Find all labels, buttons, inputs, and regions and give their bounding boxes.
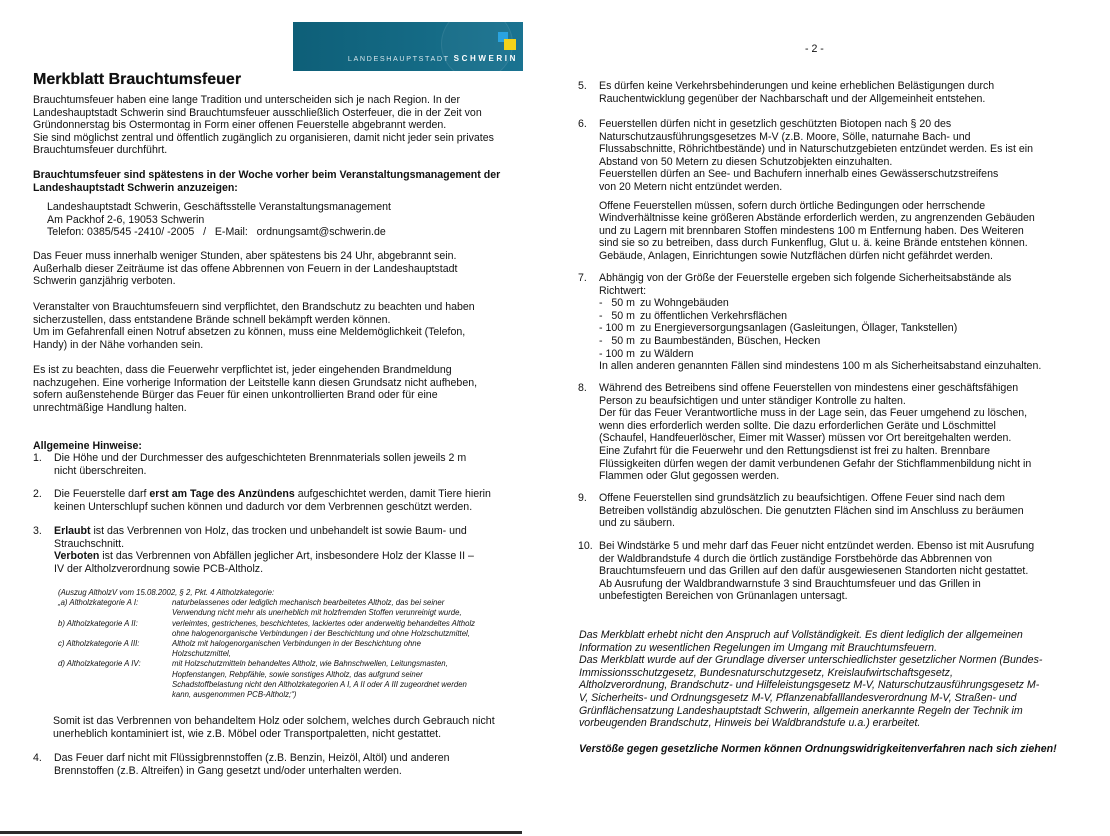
fire-protection-paragraph xyxy=(33,301,523,351)
distance-value: - 100 m xyxy=(599,322,635,335)
distance-value: - 50 m xyxy=(599,309,635,322)
category-label: c) Altholzkategorie A III: xyxy=(58,639,140,649)
text-line: keinen Unterschlupf suchen können und dadurch vor dem Verbrennen geschützt werden. xyxy=(54,500,473,513)
text-line: Verwendung nicht mehr als unerheblich mit holzfremden Stoffen verunreinigt wurde, xyxy=(172,608,462,618)
text-line: von 20 Metern nicht entzündet werden. xyxy=(599,180,783,193)
text-line: Offene Feuerstellen müssen, sofern durch örtliche Bedingungen oder herrschende xyxy=(599,199,986,212)
text-line xyxy=(54,550,523,563)
list-item-1 xyxy=(33,452,523,477)
text-line: Information zu wesentlichen Regelungen im Umgang mit Brauchtumsfeuern. xyxy=(579,641,938,654)
page-number: - 2 - xyxy=(805,43,824,55)
text-line: V, Sicherheits- und Ordnungsgesetz M-V, Pflanzenabfalllandesverordnung M-V, Straßen- und xyxy=(579,691,1017,704)
text-line: unbefestigten Bereichen von Grünanlagen untersagt. xyxy=(599,590,848,603)
distance-row xyxy=(599,348,1068,361)
text-line: Brennstoffen (z.B. Altreifen) in Gang gesetzt und/oder unterhalten werden. xyxy=(54,764,402,777)
text-line: der Waldbrandstufe 4 durch die örtlich zuständige Forstbehörde das Abbrennen von xyxy=(599,552,992,565)
list-item-5 xyxy=(578,80,1068,105)
distance-value: - 50 m xyxy=(599,334,635,347)
text-line: Naturschutzausführungsgesetzes M-V (z.B. Moore, Sölle, naturnahe Bach- und xyxy=(599,130,971,143)
text-line: Während des Betreibens sind offene Feuerstellen von mindestens einer geschäftsfähigen xyxy=(599,382,1019,394)
text-line: nicht überschreiten. xyxy=(54,464,147,477)
list-item-10 xyxy=(578,540,1068,603)
text-line: sofern außenstehende Bürger das Feuer für einen unkontrollierten Brand oder für eine xyxy=(33,389,438,402)
warning-text: Verstöße gegen gesetzliche Normen können Ordnungswidrigkeitenverfahren nach sich ziehen! xyxy=(579,743,1057,755)
text-line: Das Feuer muss innerhalb weniger Stunden, aber spätestens bis 24 Uhr, abgebrannt sein. xyxy=(33,250,457,262)
contact-phone-email xyxy=(47,226,537,239)
text-line: Es dürfen keine Verkehrsbehinderungen und keine erheblichen Belästigungen durch xyxy=(599,80,995,92)
intro-line: Sie sind möglichst zentral und öffentlich zugänglich zu organisieren, damit nicht jeder sein privates xyxy=(33,131,494,144)
text-line: Der für das Feuer Verantwortliche muss in der Lage sein, das Feuer umgehend zu löschen, xyxy=(599,407,1028,420)
distance-row xyxy=(599,335,1068,348)
intro-line: Landeshauptstadt Schwerin sind Brauchtumsfeuer ausschließlich Osterfeuer, die in der Zeit von xyxy=(33,106,482,119)
text-line: Handy) in der Nähe vorhanden sein. xyxy=(33,338,204,351)
text-line: Eine Zufahrt für die Feuerwehr und den Rettungsdienst ist frei zu halten. Brennbare xyxy=(599,444,991,457)
text-line: Grünflächensatzung Landeshauptstadt Schwerin, allgemein anerkannte Regeln der Technik im xyxy=(579,704,1023,717)
text-line: IV der Altholzverordnung sowie PCB-Altholz. xyxy=(54,562,264,575)
text-line: Gebäude, Anlagen, Einrichtungen sowie Nutzflächen dürfen nicht gefährdet werden. xyxy=(599,249,993,262)
text-line: Brauchtumsfeuern und das Grillen auf den dafür ausgewiesenen Standorten nicht gestattet. xyxy=(599,565,1029,578)
contact-office: Landeshauptstadt Schwerin, Geschäftsstelle Veranstaltungsmanagement xyxy=(47,201,391,213)
item-number: 2. xyxy=(33,488,42,500)
text-line: (Schaufel, Handfeuerlöscher, Eimer mit Wasser) müssen vor Ort bereitgehalten werden. xyxy=(599,432,1012,445)
fire-department-paragraph xyxy=(33,364,523,414)
notice-heading xyxy=(33,169,523,194)
item-number: 9. xyxy=(578,492,587,504)
text-line: Veranstalter von Brauchtumsfeuern sind verpflichtet, den Brandschutz zu beachten und haben xyxy=(33,301,475,313)
text-line: Ab Ausrufung der Waldbrandwarnstufe 3 sind Brauchtumsfeuer und das Grillen in xyxy=(599,577,981,590)
text-line: sicherzustellen, dass entstandene Brände schnell bekämpft werden können. xyxy=(33,313,391,326)
allowed-label: Erlaubt xyxy=(54,525,91,537)
item-number: 5. xyxy=(578,80,587,92)
contact-street: Am Packhof 2-6, 19053 Schwerin xyxy=(47,213,205,226)
emphasis-text: erst am Tage des Anzündens xyxy=(149,488,295,500)
category-label: „a) Altholzkategorie A I: xyxy=(58,598,139,608)
text-line: Es ist zu beachten, dass die Feuerwehr verpflichtet ist, jeder eingehenden Brandmeldung xyxy=(33,364,452,376)
category-label: d) Altholzkategorie A IV: xyxy=(58,659,141,669)
excerpt-row xyxy=(58,598,508,618)
text: Die Feuerstelle darf xyxy=(54,488,150,500)
text-line: und zu säubern. xyxy=(599,517,675,530)
logo-prefix: LANDESHAUPTSTADT xyxy=(347,54,450,64)
distance-target: zu Baumbeständen, Büschen, Hecken xyxy=(640,334,821,347)
altholz-excerpt xyxy=(58,588,508,700)
text-line: Holzschutzmittel, xyxy=(172,649,231,659)
text-line: unerheblich kontaminiert ist, wie z.B. Möbel oder Transportpaletten, nicht gestattet. xyxy=(53,727,442,740)
intro-line: Brauchtumsfeuer durchführt. xyxy=(33,144,168,157)
text: ist das Verbrennen von Holz, das trocken und unbehandelt ist sowie Baum- und xyxy=(90,525,467,537)
category-label: b) Altholzkategorie A II: xyxy=(58,618,138,628)
text-line: Das Merkblatt erhebt nicht den Anspruch auf Vollständigkeit. Es dient lediglich der allgemeinen xyxy=(579,629,1023,641)
logo-text xyxy=(348,53,518,66)
text-line: Feuerstellen dürfen an See- und Bachufern innerhalb eines Gewässerschutzstreifens xyxy=(599,168,999,181)
distance-row xyxy=(599,310,1068,323)
distance-target: zu Wäldern xyxy=(640,347,694,360)
time-paragraph xyxy=(33,250,523,288)
item-number: 1. xyxy=(33,452,42,464)
contact-email-link[interactable]: ordnungsamt@schwerin.de xyxy=(256,226,386,239)
logo-city-name: SCHWERIN xyxy=(453,54,518,64)
page-bottom-divider xyxy=(0,831,522,834)
text: ist das Verbrennen von Abfällen jeglicher Art, insbesondere Holz der Klasse II – xyxy=(99,550,474,563)
item-number: 4. xyxy=(33,752,42,764)
general-notes-heading: Allgemeine Hinweise: xyxy=(33,440,142,452)
text-line: Strauchschnitt. xyxy=(54,537,125,550)
list-item-3 xyxy=(33,525,523,575)
text-line: Altholzverordnung, Brandschutz- und Hilfeleistungsgesetz M-V, Naturschutzausführungsgesetz M- xyxy=(579,679,1040,692)
text-line: Schwerin ganzjährig verboten. xyxy=(33,275,176,288)
text-line: Flussabschnitte, Röhrichtbestände) und in Naturschutzgebieten entzündet werden. Es ist ein xyxy=(599,143,1034,156)
text-line: In allen anderen genannten Fällen sind mindestens 100 m als Sicherheitsabstand einzuhalten. xyxy=(599,360,1042,373)
logo-yellow-square-icon xyxy=(504,39,516,50)
contact-address xyxy=(33,201,537,239)
distance-value: - 100 m xyxy=(599,347,635,360)
text-line: Schadstoffbelastung nicht den Altholzkategorien A I, A II oder A III zugeordnet werden xyxy=(172,679,467,689)
excerpt-row xyxy=(58,619,508,639)
list-item-2 xyxy=(33,488,523,513)
text-line: nachzugehen. Eine vorherige Information der Leitstelle kann diesen Grundsatz nicht aufheben, xyxy=(33,376,478,389)
list-item-6 xyxy=(578,118,1068,263)
list-item-9 xyxy=(578,492,1068,530)
distance-row xyxy=(599,297,1068,310)
text-line: Somit ist das Verbrennen von behandeltem Holz oder solchem, welches durch Gebrauch nicht xyxy=(53,715,495,727)
item-number: 10. xyxy=(578,540,593,552)
text-line: mit Holzschutzmitteln behandeltes Altholz, wie Bahnschwellen, Leitungsmasten, xyxy=(172,659,448,669)
consequence-paragraph xyxy=(53,715,523,740)
text-line: naturbelassenes oder lediglich mechanisch bearbeitetes Altholz, das bei seiner xyxy=(172,598,445,608)
text-line: Das Merkblatt wurde auf der Grundlage diverser unterschiedlichster gesetzlicher Normen (Bundes- xyxy=(579,654,1043,667)
city-logo xyxy=(293,22,523,71)
item-number: 8. xyxy=(578,382,587,394)
distance-target: zu Energieversorgungsanlagen (Gasleitungen, Öllager, Tankstellen) xyxy=(640,322,958,335)
item-number: 3. xyxy=(33,525,42,537)
text-line: Richtwert: xyxy=(599,284,647,297)
text-line: Außerhalb dieser Zeiträume ist das offene Abbrennen von Feuern in der Landeshauptstadt xyxy=(33,262,458,275)
item-number: 6. xyxy=(578,118,587,130)
text-line: Flammen oder Glut gegossen werden. xyxy=(599,470,780,483)
distance-target: zu Wohngebäuden xyxy=(640,297,729,310)
distance-value: - 50 m xyxy=(599,297,635,310)
text-line: und zu Lagern mit brennbaren Stoffen mindestens 100 m Entfernung haben. Des Weiteren xyxy=(599,224,1024,237)
item-number: 7. xyxy=(578,272,587,284)
text-line: Altholz mit halogenorganischen Verbindungen in der Beschichtung ohne xyxy=(172,639,421,649)
text-line: Das Feuer darf nicht mit Flüssigbrennstoffen (z.B. Benzin, Heizöl, Altöl) und anderen xyxy=(54,752,450,764)
disclaimer-paragraph xyxy=(579,629,1069,730)
notice-heading-line: Landeshauptstadt Schwerin anzuzeigen: xyxy=(33,181,238,194)
text-line: unrechtmäßige Handlung halten. xyxy=(33,401,187,414)
text-line: Abstand von 50 Metern zu diesen Schutzobjekten einzuhalten. xyxy=(599,155,893,168)
text-line: Rauchentwicklung gegenüber der Nachbarschaft und der Allgemeinheit entstehen. xyxy=(599,92,986,105)
text-line: Um im Gefahrenfall einen Notruf absetzen zu können, muss eine Meldemöglichkeit (Telefon, xyxy=(33,326,466,339)
text-line: Immissionsschutzgesetz, Bundesnaturschutzgesetz, Kreislaufwirtschaftsgesetz, xyxy=(579,666,953,679)
text-line: vorbeugenden Brandschutz, Hinweis bei Waldbrandstufe u.a.) erarbeitet. xyxy=(579,717,921,730)
text-line: Person zu beaufsichtigen und unter ständiger Kontrolle zu halten. xyxy=(599,394,906,407)
text-line: ohne halogenorganische Verbindungen i der Beschichtung und ohne Holzschutzmittel, xyxy=(172,628,470,638)
text-line: Flüssigkeiten dürfen wegen der damit verbundenen Gefahr der Stichflammenbildung nicht in xyxy=(599,457,1032,470)
excerpt-row xyxy=(58,639,508,659)
text-line xyxy=(54,488,523,501)
forbidden-label: Verboten xyxy=(54,550,100,563)
text-line: Abhängig von der Größe der Feuerstelle ergeben sich folgende Sicherheitsabstände als xyxy=(599,272,1012,284)
text-line xyxy=(54,525,523,538)
intro-paragraph xyxy=(33,94,523,157)
list-item-8 xyxy=(578,382,1068,483)
text-line: Bei Windstärke 5 und mehr darf das Feuer nicht entzündet werden. Ebenso ist mit Ausrufung xyxy=(599,540,1035,552)
text-line: kann, ausgenommen PCB-Altholz;“) xyxy=(172,690,297,700)
text-line: Die Höhe und der Durchmesser des aufgeschichteten Brennmaterials sollen jeweils 2 m xyxy=(54,452,467,464)
notice-heading-line: Brauchtumsfeuer sind spätestens in der Woche vorher beim Veranstaltungsmanagement der xyxy=(33,169,501,181)
text-line: Betreiben vollständig abzulöschen. Die genutzten Flächen sind im Anschluss zu beräumen xyxy=(599,504,1024,517)
document-title: Merkblatt Brauchtumsfeuer xyxy=(33,71,242,88)
distance-row xyxy=(599,322,1068,335)
text-line: wenn dies erforderlich werden sollte. Die dazu erforderlichen Geräte und Löschmittel xyxy=(599,419,996,432)
text-line: verleimtes, gestrichenes, beschichtetes, lackiertes oder anderweitig behandeltes Altholz xyxy=(172,618,476,628)
intro-line: Gründonnerstag bis Ostermontag in Form einer offenen Feuerstelle abgebrannt werden. xyxy=(33,119,447,132)
text-line: Offene Feuerstellen sind grundsätzlich zu beaufsichtigen. Offene Feuer sind nach dem xyxy=(599,492,1005,504)
text-line: Feuerstellen dürfen nicht in gesetzlich geschützten Biotopen nach § 20 des xyxy=(599,118,952,130)
text-line: Windverhältnisse keine größeren Abstände erforderlich werden, zu angrenzenden Gebäuden xyxy=(599,212,1035,225)
distance-target: zu öffentlichen Verkehrsflächen xyxy=(640,309,788,322)
excerpt-row xyxy=(58,659,508,700)
list-item-7 xyxy=(578,272,1068,373)
excerpt-heading: (Auszug AltholzV vom 15.08.2002, § 2, Pkt. 4 Altholzkategorie: xyxy=(58,588,275,597)
text: aufgeschichtet werden, damit Tiere hierin xyxy=(294,488,491,500)
contact-phone: Telefon: 0385/545 -2410/ -2005 / E-Mail: xyxy=(47,226,257,239)
text-line: sind sie so zu betreiben, dass durch Funkenflug, Glut u. ä. keine Brände entstehen können. xyxy=(599,237,1028,250)
list-item-4 xyxy=(33,752,523,777)
intro-line: Brauchtumsfeuer haben eine lange Tradition und unterscheiden sich je nach Region. In der xyxy=(33,94,460,106)
safety-distance-list xyxy=(599,297,1068,360)
text-line: Hopfenstangen, Rebpfähle, sowie sonstiges Altholz, das aufgrund seiner xyxy=(172,669,423,679)
